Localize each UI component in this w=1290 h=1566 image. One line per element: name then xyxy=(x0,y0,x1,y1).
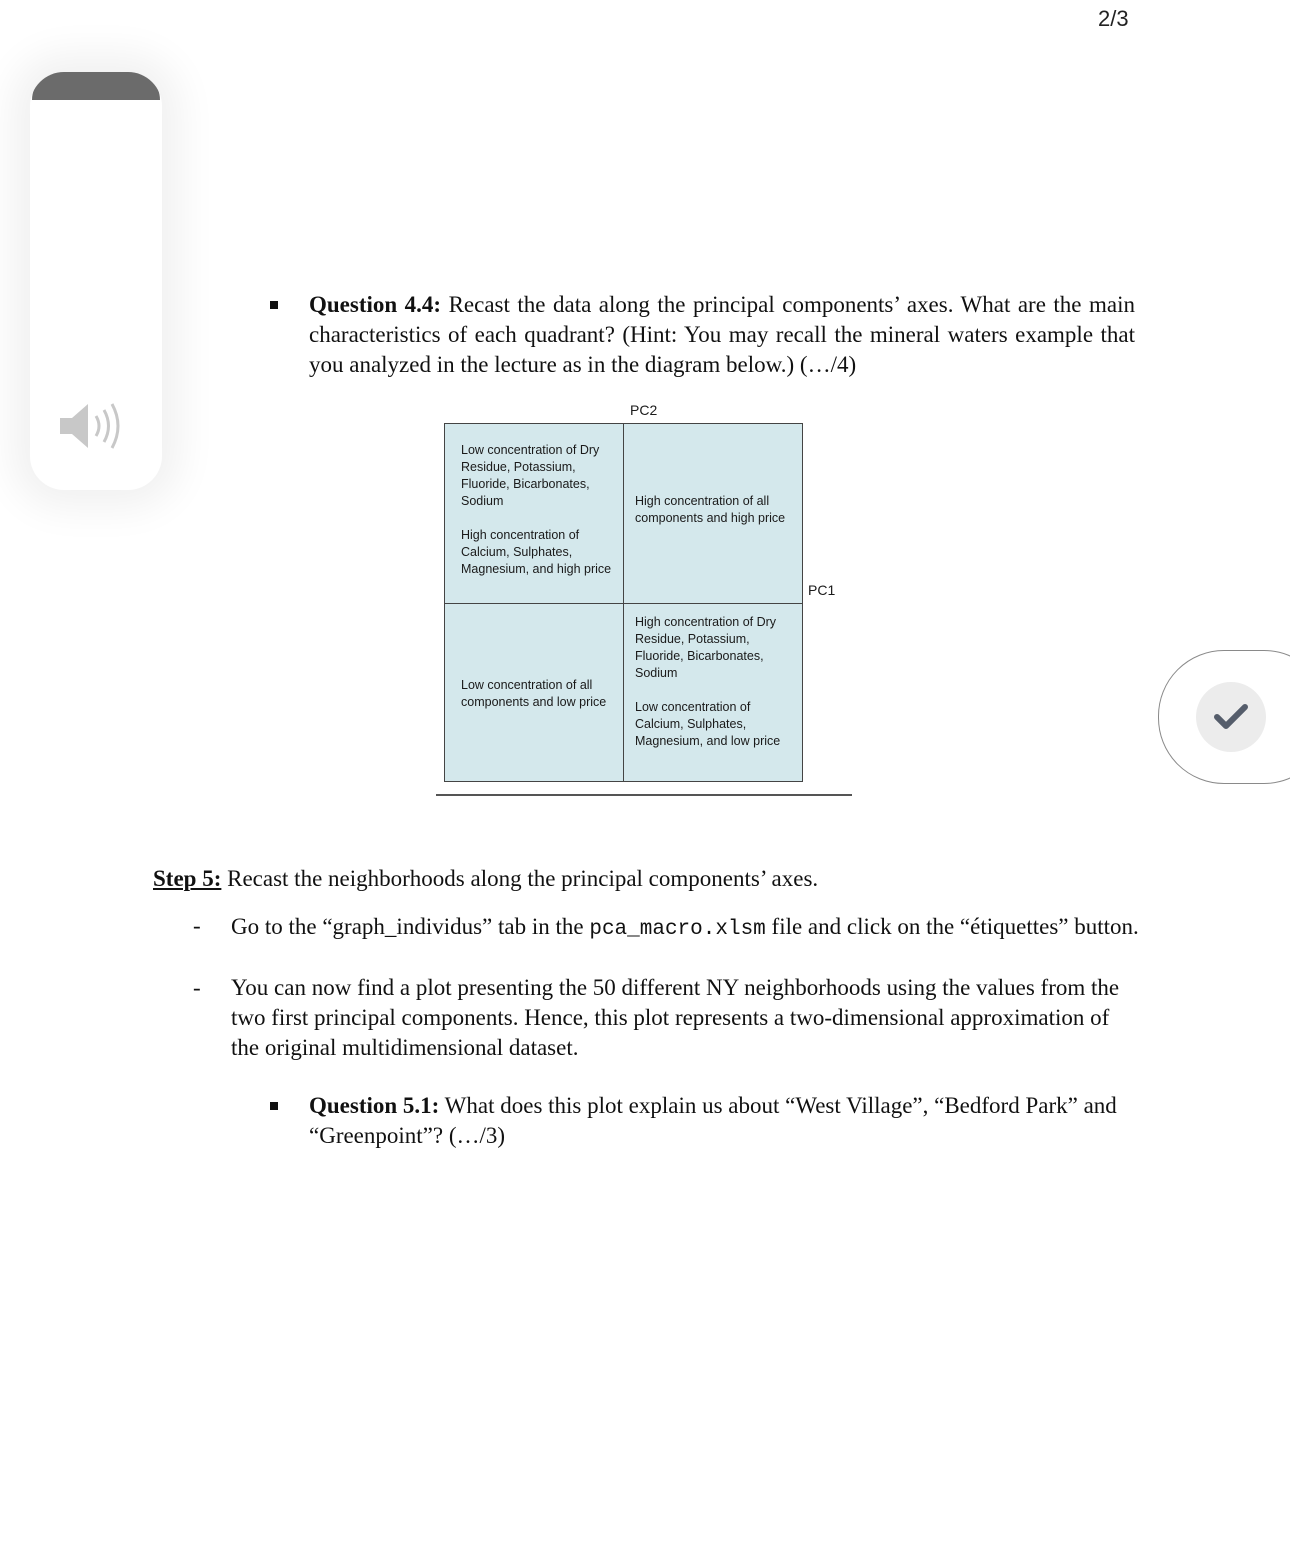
question-5-1-text: What does this plot explain us about “West Village”, “Bedford Park” and “Greenpoint”? (…/3) xyxy=(309,1093,1117,1148)
bullet-icon xyxy=(270,1102,278,1110)
quadrant-top-left-line2: High concentration of Calcium, Sulphates, Magnesium, and high price xyxy=(461,528,612,576)
page-number: 2/3 xyxy=(1098,6,1129,31)
pc1-axis-label: PC1 xyxy=(808,582,836,598)
quadrant-bottom-right-line2: Low concentration of Calcium, Sulphates, Magnesium, and low price xyxy=(635,700,781,748)
question-5-1-label: Question 5.1: xyxy=(309,1093,440,1118)
step-5-heading xyxy=(153,864,1143,894)
quadrant-top-right: High concentration of all components and high price xyxy=(635,494,786,525)
file-name-code: pca_macro.xlsm xyxy=(589,918,766,941)
quadrant-bottom-left: Low concentration of all components and low price xyxy=(461,678,607,709)
question-4-4-text: Recast the data along the principal components’ axes. What are the main characteristics of each quadrant? (Hint: You may recall the mineral waters example that you analyzed in the lecture as in the diagram below.) (…/4) xyxy=(309,292,1135,377)
list-item-1-before: Go to the “graph_individus” tab in the xyxy=(231,914,590,939)
question-5-1 xyxy=(309,1091,1129,1151)
list-item-graph-tab xyxy=(231,911,1141,946)
question-4-4-label: Question 4.4: xyxy=(309,292,442,317)
bullet-icon xyxy=(270,301,278,309)
quadrant-bottom-right-line1: High concentration of Dry Residue, Potassium, Fluoride, Bicarbonates, Sodium xyxy=(635,615,777,680)
list-dash: - xyxy=(193,913,201,938)
check-button[interactable] xyxy=(1196,682,1266,752)
diagram-baseline xyxy=(436,794,852,796)
pc2-axis-label: PC2 xyxy=(630,402,658,418)
check-icon xyxy=(1213,702,1249,732)
step-5-label: Step 5: xyxy=(153,866,222,891)
pc1-axis-line xyxy=(445,603,802,604)
list-item-1-after: file and click on the “étiquettes” button. xyxy=(765,914,1139,939)
question-4-4 xyxy=(309,290,1135,380)
quadrant-top-left-line1: Low concentration of Dry Residue, Potassium, Fluoride, Bicarbonates, Sodium xyxy=(461,443,600,508)
list-dash: - xyxy=(193,975,201,1000)
panel-drag-handle[interactable] xyxy=(32,72,160,100)
list-item-plot-description: You can now find a plot presenting the 50 different NY neighborhoods using the values from the two first principal components. Hence, this plot represents a two-dimensional approximation of the original multidimensional dataset. xyxy=(231,975,1120,1060)
floating-audio-panel xyxy=(30,72,162,490)
speaker-icon[interactable] xyxy=(58,398,134,454)
step-5-text: Recast the neighborhoods along the principal components’ axes. xyxy=(221,866,819,891)
